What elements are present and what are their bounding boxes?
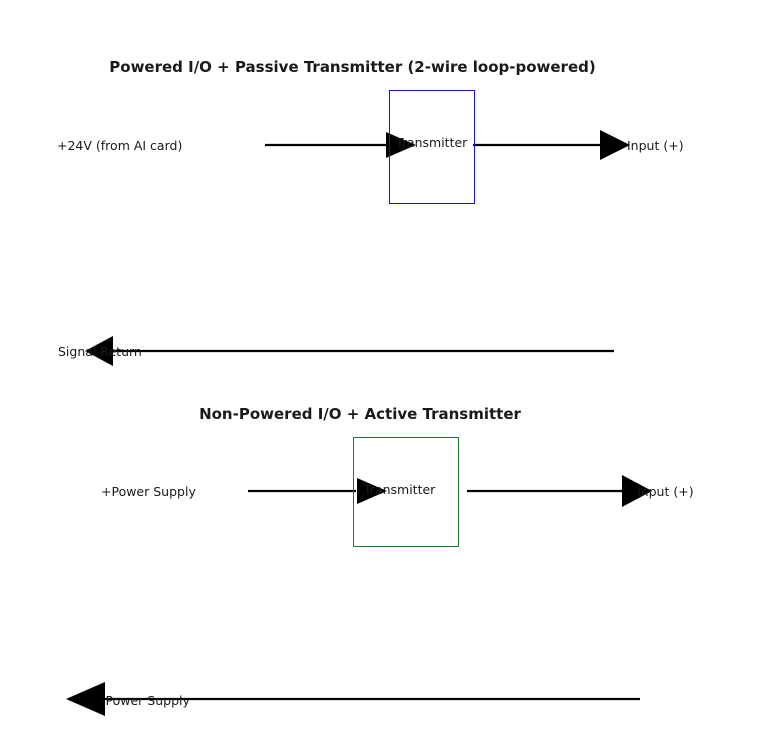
diagram-2-title: Non-Powered I/O + Active Transmitter — [199, 405, 521, 423]
power-supply-label-negative: -Power Supply — [101, 693, 190, 708]
power-supply-label-positive: +Power Supply — [101, 484, 196, 499]
transmitter-block-passive-label: Transmitter — [396, 135, 468, 150]
supply-label-24v: +24V (from AI card) — [57, 138, 183, 153]
diagram-1-title: Powered I/O + Passive Transmitter (2-wire loop-powered) — [109, 58, 596, 76]
input-label-1: Input (+) — [627, 138, 684, 153]
input-label-2: Input (+) — [637, 484, 694, 499]
arrowhead-power-return-2 — [66, 682, 105, 716]
signal-return-label-1: Signal Return — [58, 344, 142, 359]
transmitter-block-active-label: Transmitter — [364, 482, 436, 497]
arrowhead-into-input-1 — [600, 130, 630, 160]
